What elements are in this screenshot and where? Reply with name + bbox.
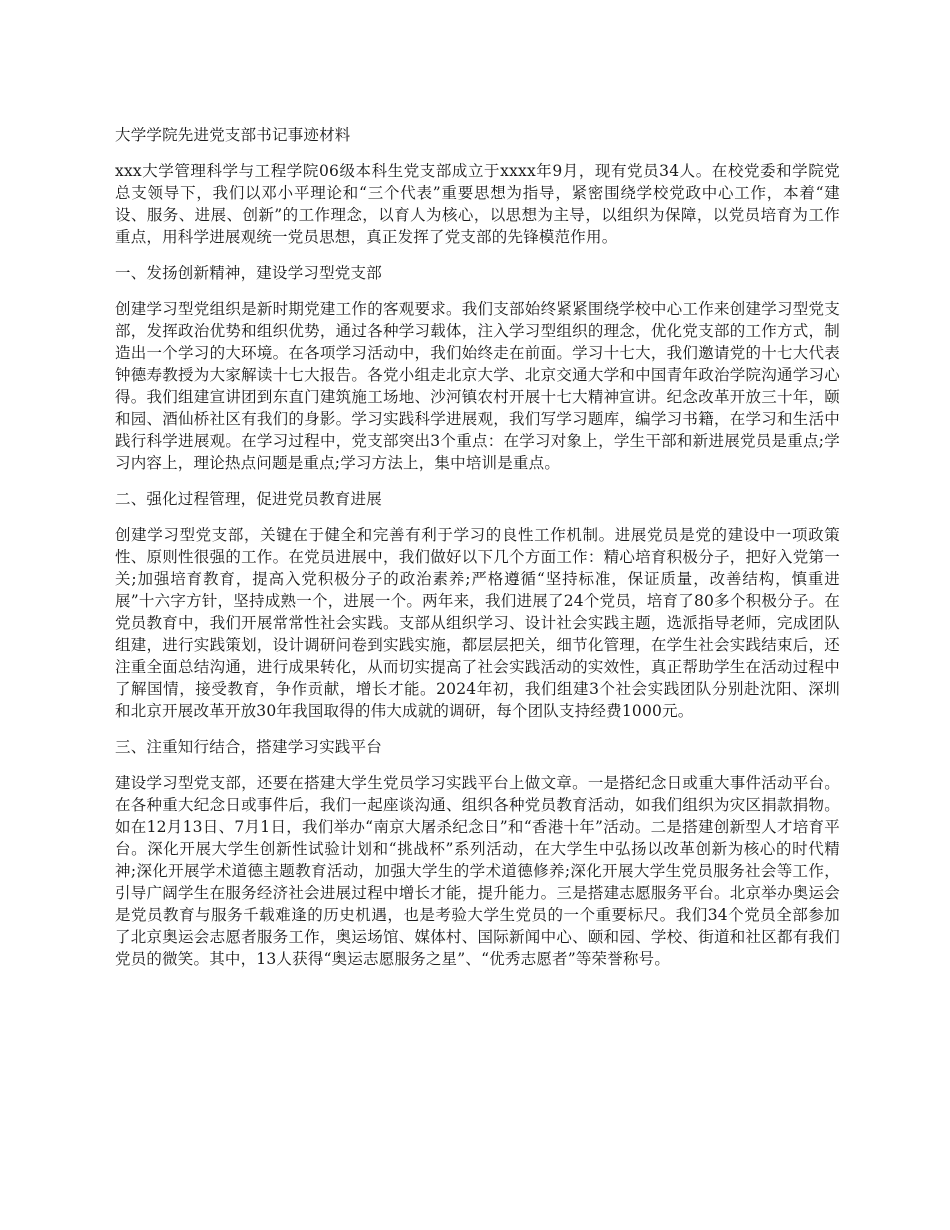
section-1-body: 创建学习型党组织是新时期党建工作的客观要求。我们支部始终紧紧围绕学校中心工作来创建学习型党支部，发挥政治优势和组织优势，通过各种学习载体，注入学习型组织的理念，优化党支部的工作方式，制造出一个学习的大环境。在各项学习活动中，我们始终走在前面。学习十七大，我们邀请党的十七大代表钟德寿教授为大家解读十七大报告。各党小组走北京大学、北京交通大学和中国青年政治学院沟通学习心得。我们组建宣讲团到东直门建筑施工场地、沙河镇农村开展十七大精神宣讲。纪念改革开放三十年，颐和园、酒仙桥社区有我们的身影。学习实践科学进展观，我们写学习题库，编学习书籍，在学习和生活中践行科学进展观。在学习过程中，党支部突出3个重点：在学习对象上，学生干部和新进展党员是重点;学习内容上，理论热点问题是重点;学习方法上，集中培训是重点。 — [115, 300, 840, 472]
document-title: 大学学院先进党支部书记事迹材料 — [115, 126, 351, 144]
section-1-heading: 一、发扬创新精神，建设学习型党支部 — [115, 264, 382, 282]
section-2-heading: 二、强化过程管理，促进党员教育进展 — [115, 490, 382, 508]
document-page — [115, 124, 840, 984]
intro-paragraph: xxx大学管理科学与工程学院06级本科生党支部成立于xxxx年9月，现有党员34人。在校党委和学院党总支领导下，我们以邓小平理论和“三个代表”重要思想为指导，紧密围绕学校党政中心工作，本着“建设、服务、进展、创新”的工作理念，以育人为核心，以思想为主导，以组织为保障，以党员培育为工作重点，用科学进展观统一党员思想，真正发挥了党支部的先锋模范作用。 — [115, 162, 840, 246]
section-2-body: 创建学习型党支部，关键在于健全和完善有利于学习的良性工作机制。进展党员是党的建设中一项政策性、原则性很强的工作。在党员进展中，我们做好以下几个方面工作：精心培育积极分子，把好入党第一关;加强培育教育，提高入党积极分子的政治素养;严格遵循“坚持标准，保证质量，改善结构，慎重进展”十六字方针，坚持成熟一个，进展一个。两年来，我们进展了24个党员，培育了80多个积极分子。在党员教育中，我们开展常常性社会实践。支部从组织学习、设计社会实践主题，选派指导老师，完成团队组建，进行实践策划，设计调研问卷到实践实施，都层层把关，细节化管理，在学生社会实践结束后，还注重全面总结沟通，进行成果转化，从而切实提高了社会实践活动的实效性，真正帮助学生在活动过程中了解国情，接受教育，争作贡献，增长才能。2024年初，我们组建3个社会实践团队分别赴沈阳、深圳和北京开展改革开放30年我国取得的伟大成就的调研，每个团队支持经费1000元。 — [115, 526, 840, 720]
section-3-heading: 三、注重知行结合，搭建学习实践平台 — [115, 738, 382, 756]
section-3-body: 建设学习型党支部，还要在搭建大学生党员学习实践平台上做文章。一是搭纪念日或重大事件活动平台。在各种重大纪念日或事件后，我们一起座谈沟通、组织各种党员教育活动，如我们组织为灾区捐款捐物。如在12月13日、7月1日，我们举办“南京大屠杀纪念日”和“香港十年”活动。二是搭建创新型人才培育平台。深化开展大学生创新性试验计划和“挑战杯”系列活动，在大学生中弘扬以改革创新为核心的时代精神;深化开展学术道德主题教育活动，加强大学生的学术道德修养;深化开展大学生党员服务社会等工作，引导广阔学生在服务经济社会进展过程中增长才能，提升能力。三是搭建志愿服务平台。北京举办奥运会是党员教育与服务千载难逢的历史机遇，也是考验大学生党员的一个重要标尺。我们34个党员全部参加了北京奥运会志愿者服务工作，奥运场馆、媒体村、国际新闻中心、颐和园、学校、街道和社区都有我们党员的微笑。其中，13人获得“奥运志愿服务之星”、“优秀志愿者”等荣誉称号。 — [115, 774, 840, 968]
